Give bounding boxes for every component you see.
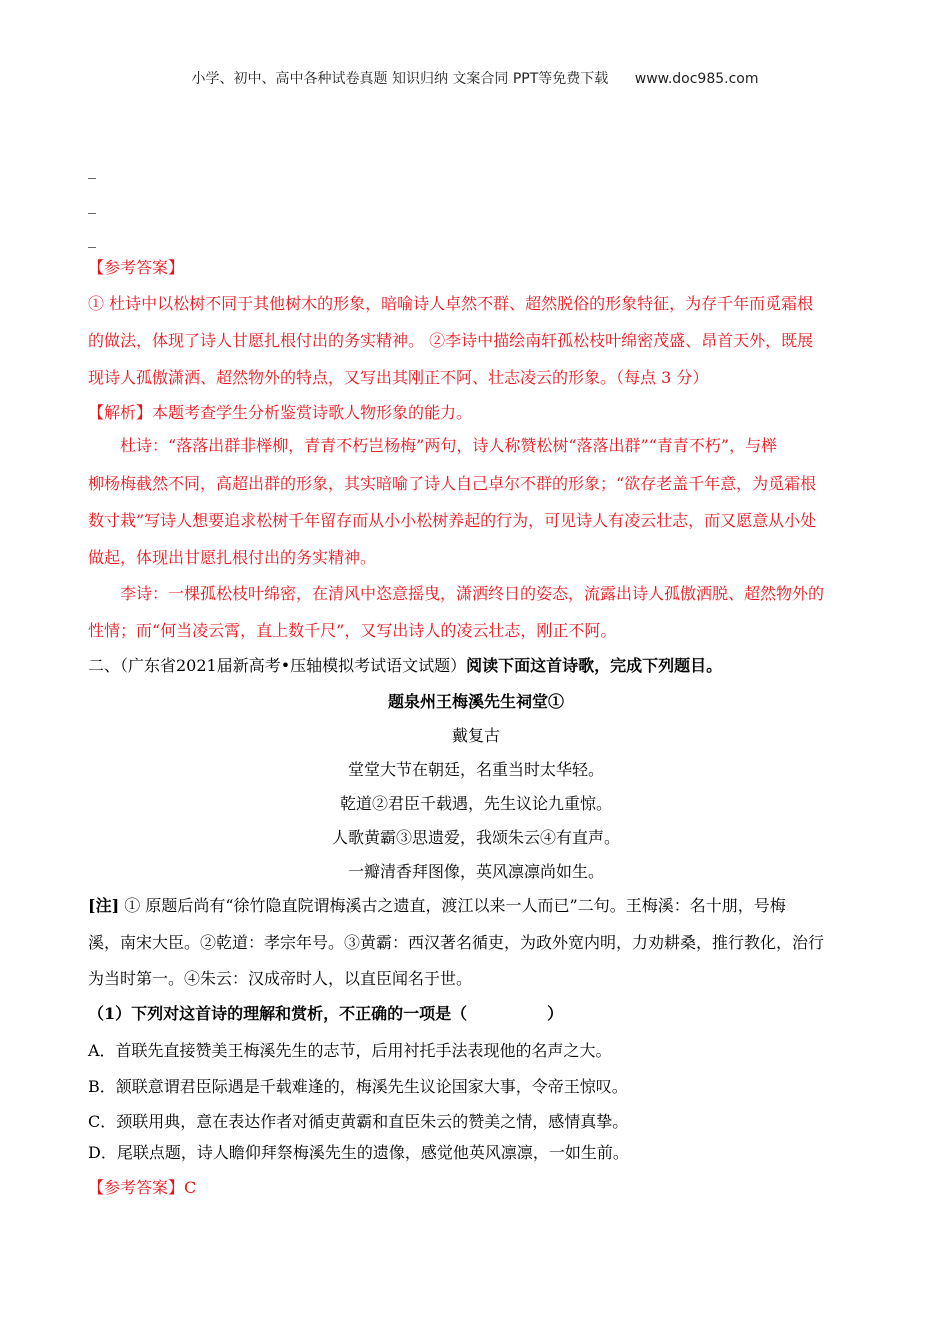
header-text: 小学、初中、高中各种试卷真题 知识归纳 文案合同 PPT等免费下载 xyxy=(191,71,609,87)
section-2-prefix: 二、（广东省2021届新高考•压轴模拟考试语文试题） xyxy=(88,656,467,675)
answer-value: C xyxy=(184,1178,197,1197)
note-line-1 xyxy=(88,896,864,916)
answer-label: 【参考答案】 xyxy=(88,1178,185,1197)
analysis-label: 【解析】 xyxy=(88,403,153,422)
section-2-heading xyxy=(88,656,864,676)
question-1-answer xyxy=(88,1178,864,1198)
option-d: D．尾联点题，诗人瞻仰拜祭梅溪先生的遗像，感觉他英风凛凛，一如生前。 xyxy=(88,1143,629,1162)
analysis-du-line: 杜诗：“落落出群非榉柳，青青不朽岂杨梅”两句，诗人称赞松树“落落出群”“青青不朽”，与榉 xyxy=(120,436,778,455)
analysis-du-line: 柳杨梅截然不同，高超出群的形象，其实暗喻了诗人自己卓尔不群的形象；“欲存老盖千年意，为觅霜根 xyxy=(88,474,817,493)
section-2-instruction: 阅读下面这首诗歌，完成下列题目。 xyxy=(466,656,723,675)
note-label: [注] xyxy=(88,896,120,915)
poem-line: 一瓣清香拜图像，英风凛凛尚如生。 xyxy=(347,862,604,881)
poem-line: 乾道②君臣千载遇，先生议论九重惊。 xyxy=(339,794,612,813)
header-site-link[interactable]: www.doc985.com xyxy=(634,71,759,87)
answer-label: 【参考答案】 xyxy=(88,258,185,277)
analysis-du-line: 数寸栽”写诗人想要追求松树千年留存而从小小松树养起的行为，可见诗人有凌云壮志，而又愿意从小处 xyxy=(88,511,817,530)
blank-dash: _ xyxy=(88,229,96,248)
option-a: A．首联先直接赞美王梅溪先生的志节，后用衬托手法表现他的名声之大。 xyxy=(88,1041,612,1060)
poem-author: 戴复古 xyxy=(451,726,500,745)
analysis-heading xyxy=(88,403,864,423)
answer-line: 的做法，体现了诗人甘愿扎根付出的务实精神。 ②李诗中描绘南轩孤松枝叶绵密茂盛、昂首天外，既展 xyxy=(88,331,814,350)
page-header xyxy=(0,68,950,88)
poem-line: 堂堂大节在朝廷，名重当时太华轻。 xyxy=(347,760,604,779)
option-c: C．颈联用典，意在表达作者对循吏黄霸和直臣朱云的赞美之情，感情真挚。 xyxy=(88,1112,629,1131)
option-b: B．颔联意谓君臣际遇是千载难逢的，梅溪先生议论国家大事，令帝王惊叹。 xyxy=(88,1077,628,1096)
question-1-stem: （1）下列对这首诗的理解和赏析，不正确的一项是（ ） xyxy=(88,1004,564,1023)
analysis-li-line: 李诗：一棵孤松枝叶绵密，在清风中恣意摇曳，潇洒终日的姿态，流露出诗人孤傲洒脱、超然物外的 xyxy=(120,584,825,603)
poem-line: 人歌黄霸③思遗爱，我颂朱云④有直声。 xyxy=(331,828,620,847)
blank-dash: _ xyxy=(88,160,96,179)
answer-line: ① 杜诗中以松树不同于其他树木的形象，暗喻诗人卓然不群、超然脱俗的形象特征，为存千年而觅霜根 xyxy=(88,294,814,313)
analysis-li-line: 性情；而“何当凌云霄，直上数千尺”，又写出诗人的凌云壮志，刚正不阿。 xyxy=(88,621,617,640)
analysis-du-line: 做起，体现出甘愿扎根付出的务实精神。 xyxy=(88,548,377,567)
note-text: ① 原题后尚有“徐竹隐直院谓梅溪古之遗直，渡江以来一人而已”二句。王梅溪：名十朋，号梅 xyxy=(119,896,786,915)
poem-title: 题泉州王梅溪先生祠堂① xyxy=(387,692,564,711)
analysis-intro: 本题考查学生分析鉴赏诗歌人物形象的能力。 xyxy=(152,403,473,422)
note-line: 为当时第一。④朱云：汉成帝时人，以直臣闻名于世。 xyxy=(88,969,473,988)
blank-dash: _ xyxy=(88,195,96,214)
note-line: 溪，南宋大臣。②乾道：孝宗年号。③黄霸：西汉著名循吏，为政外宽内明，力劝耕桑，推行教化，治行 xyxy=(88,933,825,952)
answer-line: 现诗人孤傲潇洒、超然物外的特点，又写出其刚正不阿、壮志凌云的形象。（每点 3 分） xyxy=(88,368,709,387)
